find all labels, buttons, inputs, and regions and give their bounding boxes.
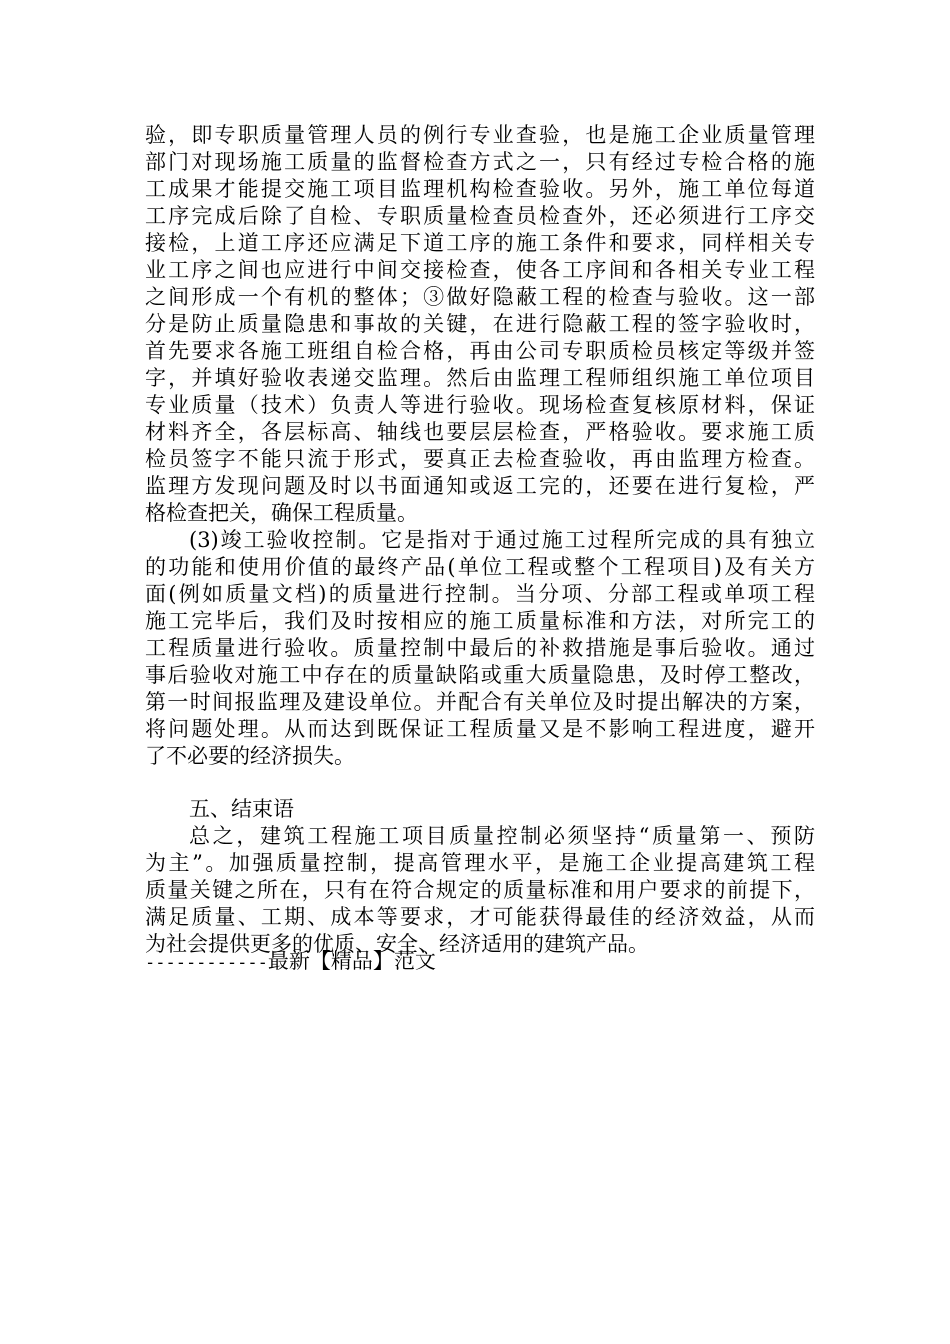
text-line: (3)竣工验收控制。它是指对于通过施工过程所完成的具有独立 [189,528,815,552]
text-line: 工成果才能提交施工项目监理机构检查验收。另外，施工单位每道 [145,177,815,201]
text-line: 面(例如质量文档)的质量进行控制。当分项、分部工程或单项工程 [145,582,815,606]
text-line: 满足质量、工期、成本等要求，才可能获得最佳的经济效益，从而 [145,905,815,929]
text-line: 首先要求各施工班组自检合格，再由公司专职质检员核定等级并签 [145,339,815,363]
text-line: 业工序之间也应进行中间交接检查，使各工序间和各相关专业工程 [145,258,815,282]
footer-text: 最新【精品】范文 [267,949,436,973]
text-line: 将问题处理。从而达到既保证工程质量又是不影响工程进度，避开 [145,717,815,741]
text-line: 之间形成一个有机的整体；③做好隐蔽工程的检查与验收。这一部 [145,285,815,309]
text-line: 材料齐全，各层标高、轴线也要层层检查，严格验收。要求施工质 [145,420,815,444]
text-line: 专业质量（技术）负责人等进行验收。现场检查复核原材料，保证 [145,393,815,417]
text-line: 为主”。加强质量控制，提高管理水平，是施工企业提高建筑工程 [145,851,815,875]
section-heading: 五、结束语 [189,797,294,821]
text-line: 工序完成后除了自检、专职质量检查员检查外，还必须进行工序交 [145,204,815,228]
footer-dashes: ------------ [145,953,268,973]
text-line: 为社会提供更多的优质、安全、经济适用的建筑产品。 [145,932,649,956]
paragraph-conclusion [145,823,815,958]
text-line: 监理方发现问题及时以书面通知或返工完的，还要在进行复检，严 [145,474,815,498]
footer-watermark [145,948,436,977]
text-line: 第一时间报监理及建设单位。并配合有关单位及时提出解决的方案， [145,690,815,714]
text-line: 部门对现场施工质量的监督检查方式之一，只有经过专检合格的施 [145,150,815,174]
text-line: 的功能和使用价值的最终产品(单位工程或整个工程项目)及有关方 [145,555,815,579]
text-line: 接检，上道工序还应满足下道工序的施工条件和要求，同样相关专 [145,231,815,255]
text-line: 事后验收对施工中存在的质量缺陷或重大质量隐患，及时停工整改， [145,663,815,687]
text-line: 了不必要的经济损失。 [145,744,355,768]
text-line: 检员签字不能只流于形式，要真正去检查验收，再由监理方检查。 [145,447,815,471]
text-line: 质量关键之所在，只有在符合规定的质量标准和用户要求的前提下， [145,878,815,902]
document-body [145,122,815,958]
text-line: 工程质量进行验收。质量控制中最后的补救措施是事后验收。通过 [145,636,815,660]
text-line: 格检查把关，确保工程质量。 [145,501,418,525]
paragraph-spacer [145,770,815,796]
text-line: 总之，建筑工程施工项目质量控制必须坚持“质量第一、预防 [189,824,815,848]
paragraph-completion-acceptance [145,527,815,770]
text-line: 字，并填好验收表递交监理。然后由监理工程师组织施工单位项目 [145,366,815,390]
text-line: 验，即专职质量管理人员的例行专业查验，也是施工企业质量管理 [145,123,815,147]
paragraph-quality-inspection [145,122,815,527]
text-line: 施工完毕后，我们及时按相应的施工质量标准和方法，对所完工的 [145,609,815,633]
text-line: 分是防止质量隐患和事故的关键，在进行隐蔽工程的签字验收时， [145,312,815,336]
